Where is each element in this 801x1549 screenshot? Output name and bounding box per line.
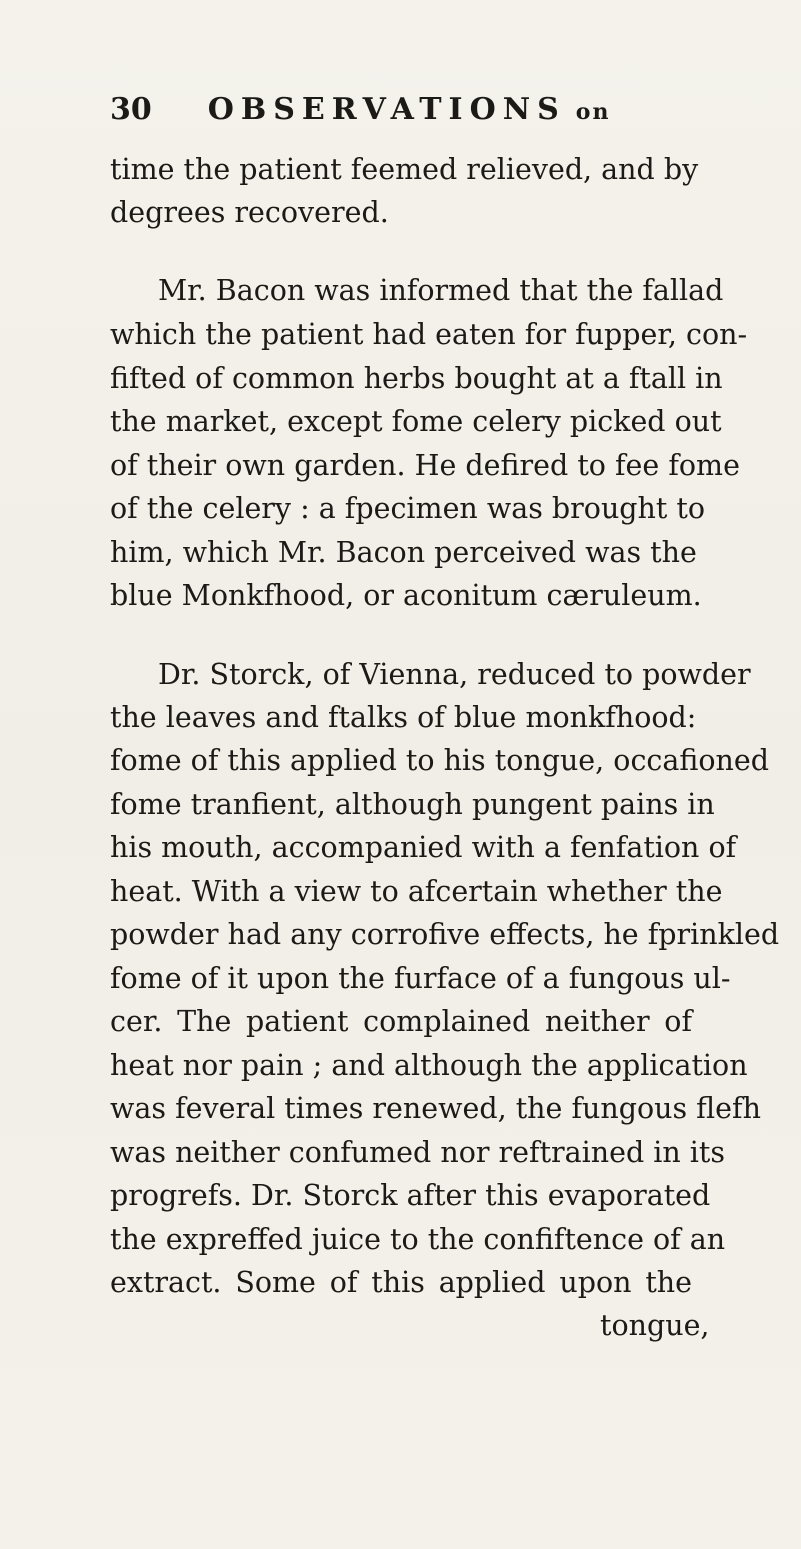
text-line: heat nor pain ; and although the application <box>110 1049 748 1082</box>
text-line: of the celery : a fpecimen was brought to <box>110 492 706 525</box>
text-line: time the patient feemed relieved, and by <box>110 153 699 186</box>
text-line: the leaves and ftalks of blue monkfhood: <box>110 701 697 734</box>
text-line: fome of this applied to his tongue, occafioned <box>110 744 769 777</box>
text-line: blue Monkfhood, or aconitum cæruleum. <box>110 579 702 612</box>
text-line: extract. Some of this applied upon the <box>110 1266 692 1299</box>
running-header <box>110 92 710 132</box>
text-line: of their own garden. He defired to fee fome <box>110 449 740 482</box>
text-line: powder had any corrofive effects, he fprinkled <box>110 918 780 951</box>
text-line: was feveral times renewed, the fungous flefh <box>110 1092 761 1125</box>
text-line: him, which Mr. Bacon perceived was the <box>110 536 697 569</box>
text-line: degrees recovered. <box>110 196 389 229</box>
text-line: fifted of common herbs bought at a ftall in <box>110 362 723 395</box>
page-number: 30 <box>110 92 152 127</box>
text-line: his mouth, accompanied with a fenfation of <box>110 831 737 864</box>
text-line: heat. With a view to afcertain whether the <box>110 875 723 908</box>
running-title-tail: on <box>575 99 611 125</box>
text-line: the expreffed juice to the confiftence of an <box>110 1223 726 1256</box>
text-line: cer. The patient complained neither of <box>110 1005 692 1038</box>
text-line: Mr. Bacon was informed that the fallad <box>158 274 724 307</box>
text-line: the market, except fome celery picked out <box>110 405 722 438</box>
catchword: tongue, <box>600 1309 710 1342</box>
text-line: fome of it upon the furface of a fungous ul- <box>110 962 731 995</box>
running-title: OBSERVATIONS <box>207 92 566 127</box>
text-line: which the patient had eaten for fupper, con- <box>110 318 748 351</box>
text-line: progrefs. Dr. Storck after this evaporated <box>110 1179 711 1212</box>
text-line: Dr. Storck, of Vienna, reduced to powder <box>158 658 751 691</box>
text-line: was neither confumed nor reftrained in its <box>110 1136 726 1169</box>
text-line: fome tranfient, although pungent pains in <box>110 788 715 821</box>
